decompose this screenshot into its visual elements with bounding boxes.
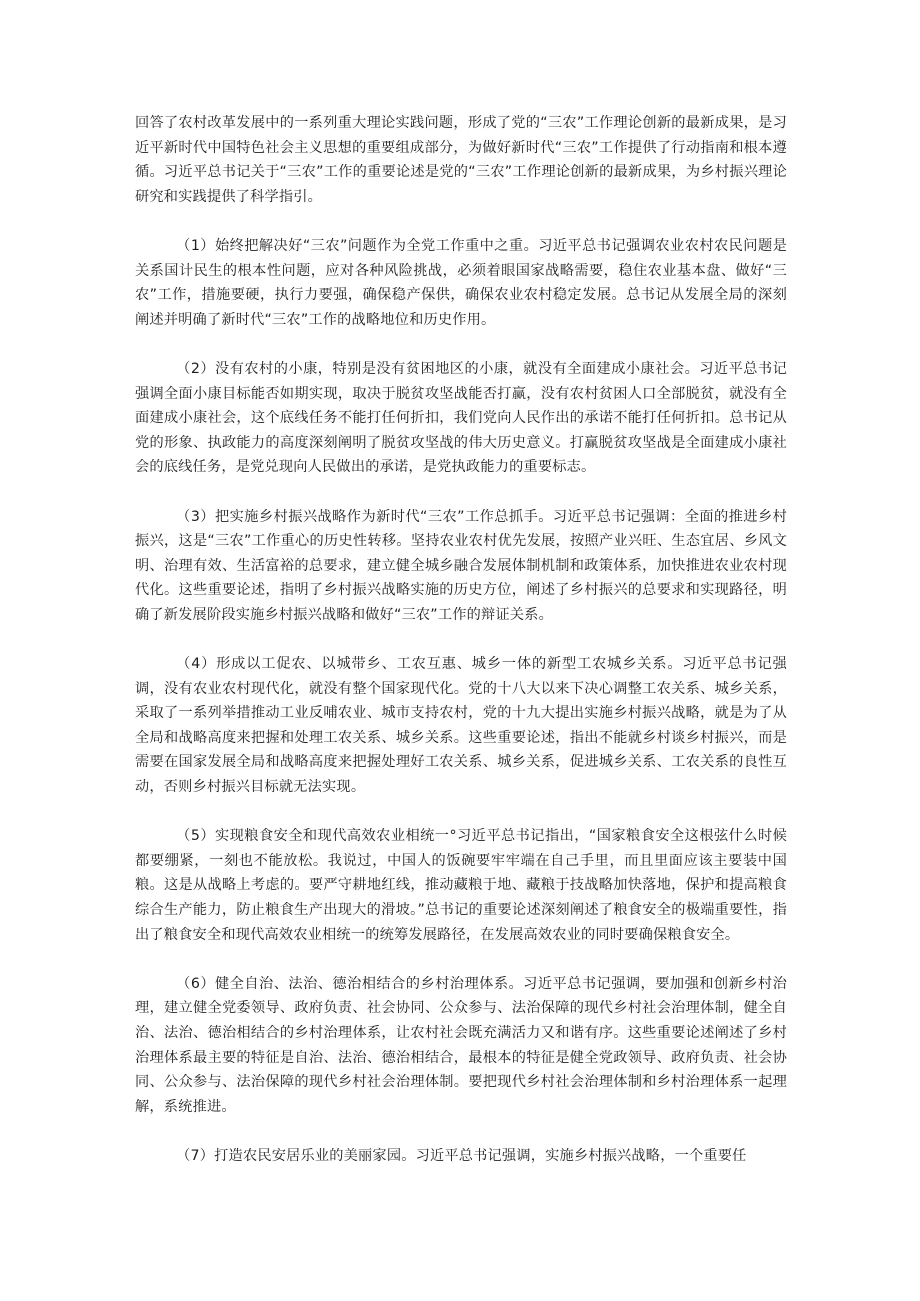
paragraph-point-6: （6）健全自治、法治、德治相结合的乡村治理体系。习近平总书记强调，要加强和创新乡村治理，建立健全党委领导、政府负责、社会协同、公众参与、法治保障的现代乡村社会治理体制，健全自治、法治、德治相结合的乡村治理体系，让农村社会既充满活力又和谐有序。这些重要论述阐述了乡村治理体系最主要的特征是自治、法治、德治相结合，最根本的特征是健全党政领导、政府负责、社会协同、公众参与、法治保障的现代乡村社会治理体制。要把现代乡村社会治理体制和乡村治理体系一起理解，系统推进。: [135, 975, 787, 1115]
document-body: [135, 111, 787, 1193]
paragraph-point-3: （3）把实施乡村振兴战略作为新时代“三农”工作总抓手。习近平总书记强调：全面的推进乡村振兴，这是“三农”工作重心的历史性转移。坚持农业农村优先发展，按照产业兴旺、生态宜居、乡风文明、治理有效、生活富裕的总要求，建立健全城乡融合发展体制机制和政策体系，加快推进农业农村现代化。这些重要论述，指明了乡村振兴战略实施的历史方位，阐述了乡村振兴的总要求和实现路径，明确了新发展阶段实施乡村振兴战略和做好“三农”工作的辩证关系。: [135, 508, 787, 623]
paragraph-point-7: （7）打造农民安居乐业的美丽家园。习近平总书记强调，实施乡村振兴战略，一个重要任: [176, 1147, 747, 1164]
paragraph-point-5: （5）实现粮食安全和现代高效农业相统一°习近平总书记指出，“国家粮食安全这根弦什么时候都要绷紧，一刻也不能放松。我说过，中国人的饭碗要牢牢端在自己手里，而且里面应该主要装中国粮。这是从战略上考虑的。要严守耕地红线，推动藏粮于地、藏粮于技战略加快落地，保护和提高粮食综合生产能力，防止粮食生产出现大的滑坡。”总书记的重要论述深刻阐述了粮食安全的极端重要性，指出了粮食安全和现代高效农业相统一的统筹发展路径，在发展高效农业的同时要确保粮食安全。: [135, 828, 787, 943]
paragraph-point-2: （2）没有农村的小康，特别是没有贫困地区的小康，就没有全面建成小康社会。习近平总书记强调全面小康目标能否如期实现，取决于脱贫攻坚战能否打赢，没有农村贫困人口全部脱贫，就没有全面建成小康社会，这个底线任务不能打任何折扣，我们党向人民作出的承诺不能打任何折扣。总书记从党的形象、执政能力的高度深刻阐明了脱贫攻坚战的伟大历史意义。打赢脱贫攻坚战是全面建成小康社会的底线任务，是党兑现向人民做出的承诺，是党执政能力的重要标志。: [135, 360, 787, 476]
paragraph-point-4: （4）形成以工促农、以城带乡、工农互惠、城乡一体的新型工农城乡关系。习近平总书记强调，没有农业农村现代化，就没有整个国家现代化。党的十八大以来下决心调整工农关系、城乡关系，采取了一系列举措推动工业反哺农业、城市支持农村，党的十九大提出实施乡村振兴战略，就是为了从全局和战略高度来把握和处理工农关系、城乡关系。这些重要论述，指出不能就乡村谈乡村振兴，而是需要在国家发展全局和战略高度来把握处理好工农关系、城乡关系，促进城乡关系、工农关系的良性互动，否则乡村振兴目标就无法实现。: [135, 656, 787, 796]
paragraph-intro: 回答了农村改革发展中的一系列重大理论实践问题，形成了党的“三农”工作理论创新的最新成果，是习近平新时代中国特色社会主义思想的重要组成部分，为做好新时代“三农”工作提供了行动指南和根本遵循。习近平总书记关于“三农”工作的重要论述是党的“三农”工作理论创新的最新成果，为乡村振兴理论研究和实践提供了科学指引。: [135, 115, 787, 205]
paragraph-point-1: （1）始终把解决好“三农”问题作为全党工作重中之重。习近平总书记强调农业农村农民问题是关系国计民生的根本性问题，应对各种风险挑战，必须着眼国家战略需要，稳住农业基本盘、做好“三农”工作，措施要硬，执行力要强，确保稳产保供，确保农业农村稳定发展。总书记从发展全局的深刻阐述并明确了新时代“三农”工作的战略地位和历史作用。: [135, 237, 787, 328]
